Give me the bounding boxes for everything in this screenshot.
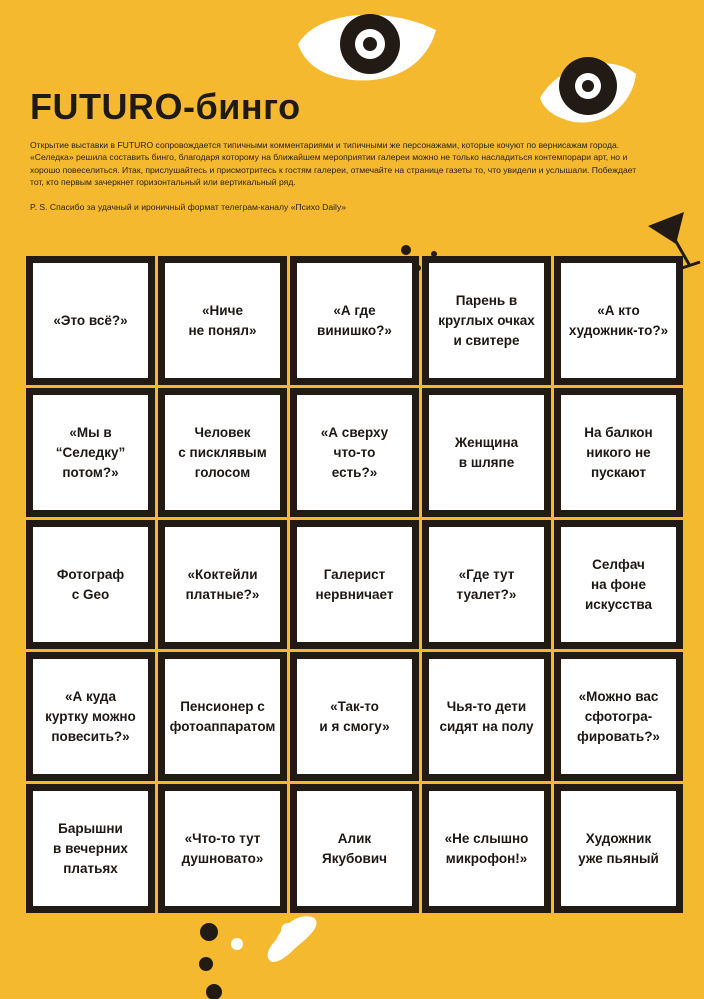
splash-icon (199, 916, 317, 999)
bingo-cell[interactable]: «А кто художник-то?» (554, 256, 683, 385)
bingo-cell[interactable]: «Мы в “Селедку” потом?» (26, 388, 155, 517)
bingo-cell[interactable]: Парень в круглых очках и свитере (422, 256, 551, 385)
bingo-cell[interactable]: Художник уже пьяный (554, 784, 683, 913)
bingo-cell[interactable]: Алик Якубович (290, 784, 419, 913)
bingo-cell[interactable]: «Это всё?» (26, 256, 155, 385)
bingo-cell[interactable]: «А куда куртку можно повесить?» (26, 652, 155, 781)
postscript-text: P. S. Спасибо за удачный и ироничный формат телеграм-каналу «Психо Daily» (30, 202, 347, 212)
intro-text: Открытие выставки в FUTURO сопровождается типичными комментариями и типичными же персонажами, которые кочуют по вернисажам города. «Селедка» решила составить бинго, благодаря которому на ближайшем мероприятии галереи можно не только насладиться контемпорари арт, но и хорошо повеселиться. Итак, прислушайтесь и присмотритесь к гостям галереи, отмечайте на странице газеты то, что увидели и услышали. Побеждает тот, кто первым зачеркнет горизонтальный или вертикальный ряд. (30, 140, 637, 188)
bingo-grid (26, 256, 683, 913)
bingo-cell[interactable]: «Где тут туалет?» (422, 520, 551, 649)
bingo-cell[interactable]: «Не слышно микрофон!» (422, 784, 551, 913)
bingo-cell[interactable]: «Коктейли платные?» (158, 520, 287, 649)
bingo-cell[interactable]: Человек с писклявым голосом (158, 388, 287, 517)
bingo-cell[interactable]: «А где винишко?» (290, 256, 419, 385)
eye-icon (540, 57, 636, 123)
bingo-cell[interactable]: На балкон никого не пускают (554, 388, 683, 517)
bingo-cell[interactable]: «Так-то и я смогу» (290, 652, 419, 781)
bingo-cell[interactable]: «А сверху что-то есть?» (290, 388, 419, 517)
page-title: FUTURO-бинго (30, 86, 301, 127)
eye-icon (298, 14, 436, 80)
bingo-cell[interactable]: Чья-то дети сидят на полу (422, 652, 551, 781)
bingo-cell[interactable]: Галерист нервничает (290, 520, 419, 649)
bingo-cell[interactable]: Фотограф с Geo (26, 520, 155, 649)
bingo-cell[interactable]: «Что-то тут душновато» (158, 784, 287, 913)
bingo-cell[interactable]: «Можно вас сфотогра- фировать?» (554, 652, 683, 781)
bingo-cell[interactable]: Женщина в шляпе (422, 388, 551, 517)
bingo-cell[interactable]: Селфач на фоне искусства (554, 520, 683, 649)
bingo-cell[interactable]: Барышни в вечерних платьях (26, 784, 155, 913)
bingo-cell[interactable]: «Ниче не понял» (158, 256, 287, 385)
bingo-cell[interactable]: Пенсионер с фотоаппаратом (158, 652, 287, 781)
